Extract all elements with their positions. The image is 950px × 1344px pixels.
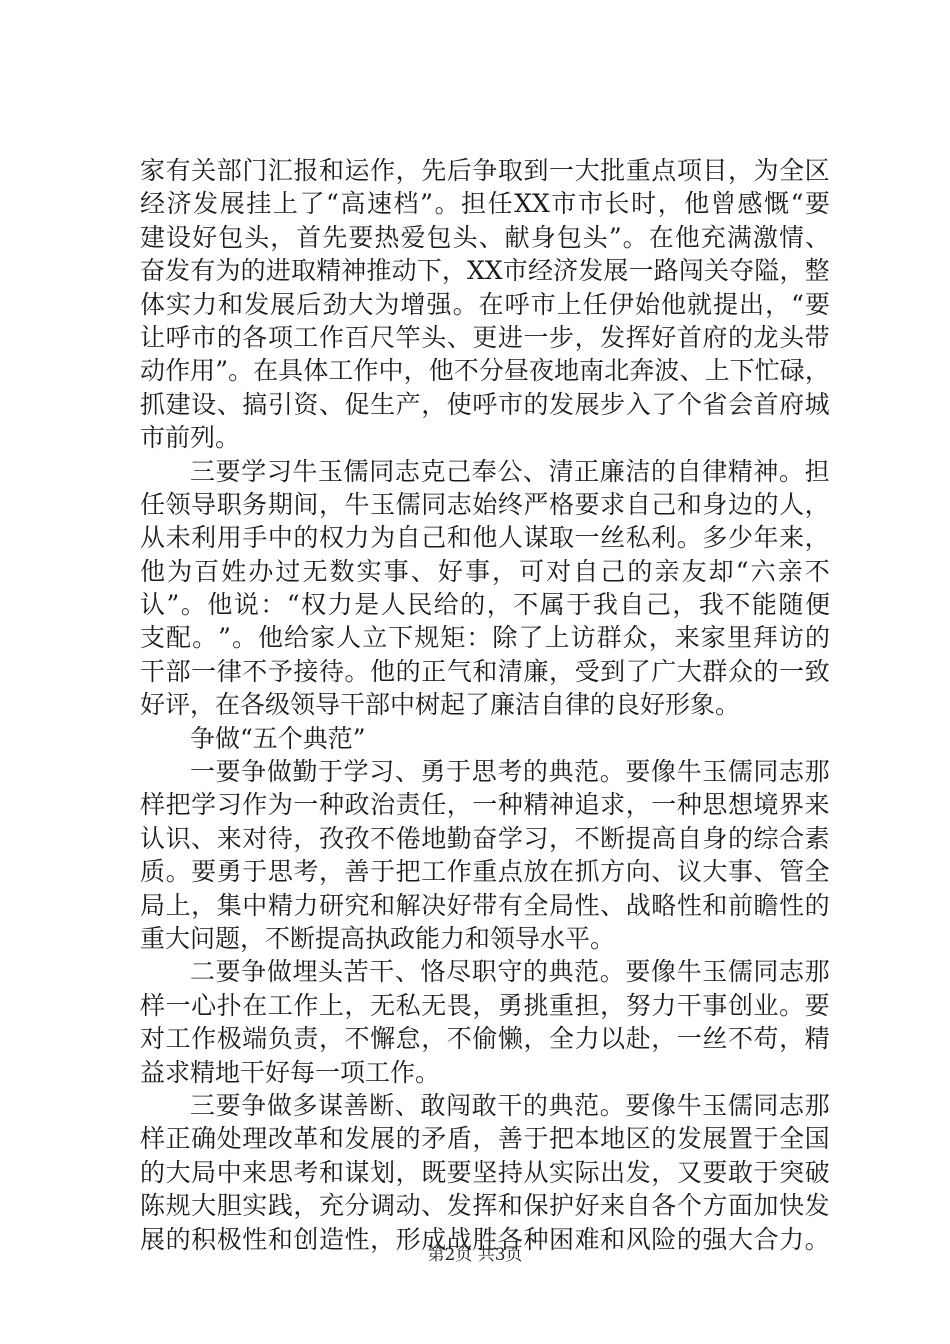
text-line: 建 设 好 包 头 ， 首 先 要 热 爱 包 头 、 献 身 包 头 ” 。 在 他 充 满 激 情 、 [140, 222, 830, 252]
text-line: 三 要 学 习 牛 玉 儒 同 志 克 己 奉 公 、 清 正 廉 洁 的 自 律 精 神 。 担 [190, 456, 830, 486]
text-line: 经 济 发 展 挂 上 了 “ 高 速 档 ” 。 担 任 XX 市 市 长 时 ， 他 曾 感 慨 “ 要 [140, 189, 830, 219]
text-line: 干 部 一 律 不 予 接 待 。 他 的 正 气 和 清 廉 ， 受 到 了 广 大 群 众 的 一 致 [140, 656, 830, 686]
page-footer: 第2页 共3页 [427, 1245, 523, 1265]
text-line: 任 领 导 职 务 期 间 ， 牛 玉 儒 同 志 始 终 严 格 要 求 自 己 和 身 边 的 人 ， [140, 489, 830, 519]
text-line: 的 大 局 中 来 思 考 和 谋 划 ， 既 要 坚 持 从 实 际 出 发 ， 又 要 敢 于 突 破 [140, 1157, 830, 1187]
text-line: 体 实 力 和 发 展 后 劲 大 为 增 强 。 在 呼 市 上 任 伊 始 他 就 提 出 ， “ 要 [140, 289, 830, 319]
text-line: 动 作 用 ” 。 在 具 体 工 作 中 ， 他 不 分 昼 夜 地 南 北 奔 波 、 上 下 忙 碌 ， [140, 356, 830, 386]
text-line: 好评，在各级领导干部中树起了廉洁自律的良好形象。 [140, 690, 741, 720]
text-line: 二 要 争 做 埋 头 苦 干 、 恪 尽 职 守 的 典 范 。 要 像 牛 玉 儒 同 志 那 [190, 957, 830, 987]
text-line: 局 上 ， 集 中 精 力 研 究 和 解 决 好 带 有 全 局 性 、 战 略 性 和 前 瞻 性 的 [140, 890, 830, 920]
text-line: 展 的 积 极 性 和 创 造 性 ， 形 成 战 胜 各 种 困 难 和 风 险 的 强 大 合 力 。 [140, 1224, 830, 1254]
text-line: 让 呼 市 的 各 项 工 作 百 尺 竿 头 、 更 进 一 步 ， 发 挥 好 首 府 的 龙 头 带 [140, 322, 830, 352]
text-line: 认 ” 。 他 说 ： “ 权 力 是 人 民 给 的 ， 不 属 于 我 自 己 ， 我 不 能 随 便 [140, 590, 830, 620]
document-body [140, 154, 830, 1256]
text-line: 三 要 争 做 多 谋 善 断 、 敢 闯 敢 干 的 典 范 。 要 像 牛 玉 儒 同 志 那 [190, 1090, 830, 1120]
text-line: 家 有 关 部 门 汇 报 和 运 作 ， 先 后 争 取 到 一 大 批 重 点 项 目 ， 为 全 区 [140, 156, 830, 185]
text-line: 奋 发 有 为 的 进 取 精 神 推 动 下 ， XX 市 经 济 发 展 一 路 闯 关 夺 隘 ， 整 [140, 256, 830, 286]
text-line: 市前列。 [140, 423, 241, 453]
text-line: 他 为 百 姓 办 过 无 数 实 事 、 好 事 ， 可 对 自 己 的 亲 友 却 “ 六 亲 不 [140, 556, 830, 586]
text-line: 质 。 要 勇 于 思 考 ， 善 于 把 工 作 重 点 放 在 抓 方 向 、 议 大 事 、 管 全 [140, 857, 830, 887]
text-line: 样 把 学 习 作 为 一 种 政 治 责 任 ， 一 种 精 神 追 求 ， 一 种 思 想 境 界 来 [140, 790, 830, 820]
text-line: 对 工 作 极 端 负 责 ， 不 懈 怠 ， 不 偷 懒 ， 全 力 以 赴 ， 一 丝 不 苟 ， 精 [140, 1024, 830, 1054]
text-line: 抓 建 设 、 搞 引 资 、 促 生 产 ， 使 呼 市 的 发 展 步 入 了 个 省 会 首 府 城 [140, 389, 830, 419]
text-line: 争做“五个典范” [190, 723, 366, 753]
text-line: 陈 规 大 胆 实 践 ， 充 分 调 动 、 发 挥 和 保 护 好 来 自 各 个 方 面 加 快 发 [140, 1191, 830, 1221]
text-line: 从 未 利 用 手 中 的 权 力 为 自 己 和 他 人 谋 取 一 丝 私 利 。 多 少 年 来 ， [140, 523, 830, 553]
text-line: 一 要 争 做 勤 于 学 习 、 勇 于 思 考 的 典 范 。 要 像 牛 玉 儒 同 志 那 [190, 757, 830, 787]
text-line: 重大问题，不断提高执政能力和领导水平。 [140, 923, 616, 953]
text-line: 认 识 、 来 对 待 ， 孜 孜 不 倦 地 勤 奋 学 习 ， 不 断 提 高 自 身 的 综 合 素 [140, 823, 830, 853]
text-line: 样 一 心 扑 在 工 作 上 ， 无 私 无 畏 ， 勇 挑 重 担 ， 努 力 干 事 创 业 。 要 [140, 990, 830, 1020]
text-line: 样 正 确 处 理 改 革 和 发 展 的 矛 盾 ， 善 于 把 本 地 区 的 发 展 置 于 全 国 [140, 1124, 830, 1154]
text-line: 支 配 。 ” 。 他 给 家 人 立 下 规 矩 ： 除 了 上 访 群 众 ， 来 家 里 拜 访 的 [140, 623, 830, 653]
text-line: 益求精地干好每一项工作。 [140, 1057, 441, 1087]
